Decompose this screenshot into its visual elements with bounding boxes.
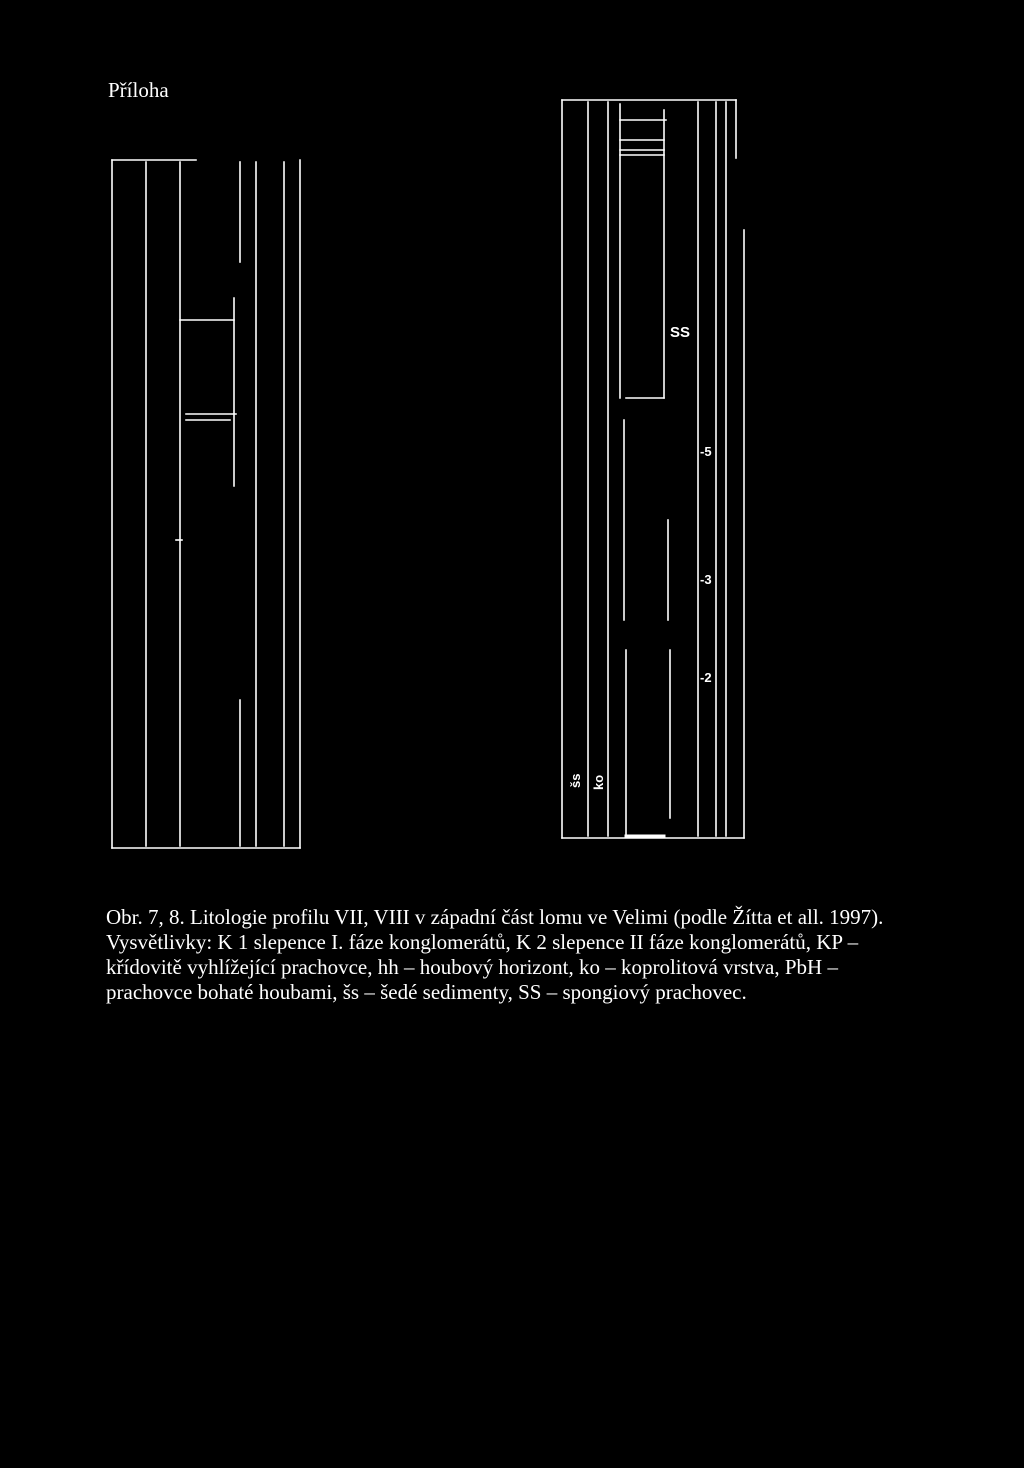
marker-3-label: -3 [700, 572, 712, 587]
marker-5-label: -5 [700, 444, 712, 459]
ss-label: SS [670, 324, 691, 341]
figure-caption [106, 905, 966, 1005]
caption-line-2: Vysvětlivky: K 1 slepence I. fáze konglomerátů, K 2 slepence II fáze konglomerátů, KP – [106, 930, 859, 954]
caption-line-1: Obr. 7, 8. Litologie profilu VII, VIII v západní část lomu ve Velimi (podle Žítta et all. 1997). [106, 905, 884, 929]
caption-line-4: prachovce bohaté houbami, šs – šedé sedimenty, SS – spongiový prachovec. [106, 980, 747, 1004]
profile-vii [112, 160, 300, 848]
page-heading: Příloha [108, 78, 169, 102]
profile-viii-labels [568, 324, 712, 790]
ss-bottom-label: šs [568, 773, 583, 788]
marker-2-label: -2 [700, 670, 712, 685]
profile-viii [562, 100, 744, 838]
ko-bottom-label: ko [591, 774, 606, 790]
caption-line-3: křídovitě vyhlížející prachovce, hh – houbový horizont, ko – koprolitová vrstva, PbH – [106, 955, 838, 979]
